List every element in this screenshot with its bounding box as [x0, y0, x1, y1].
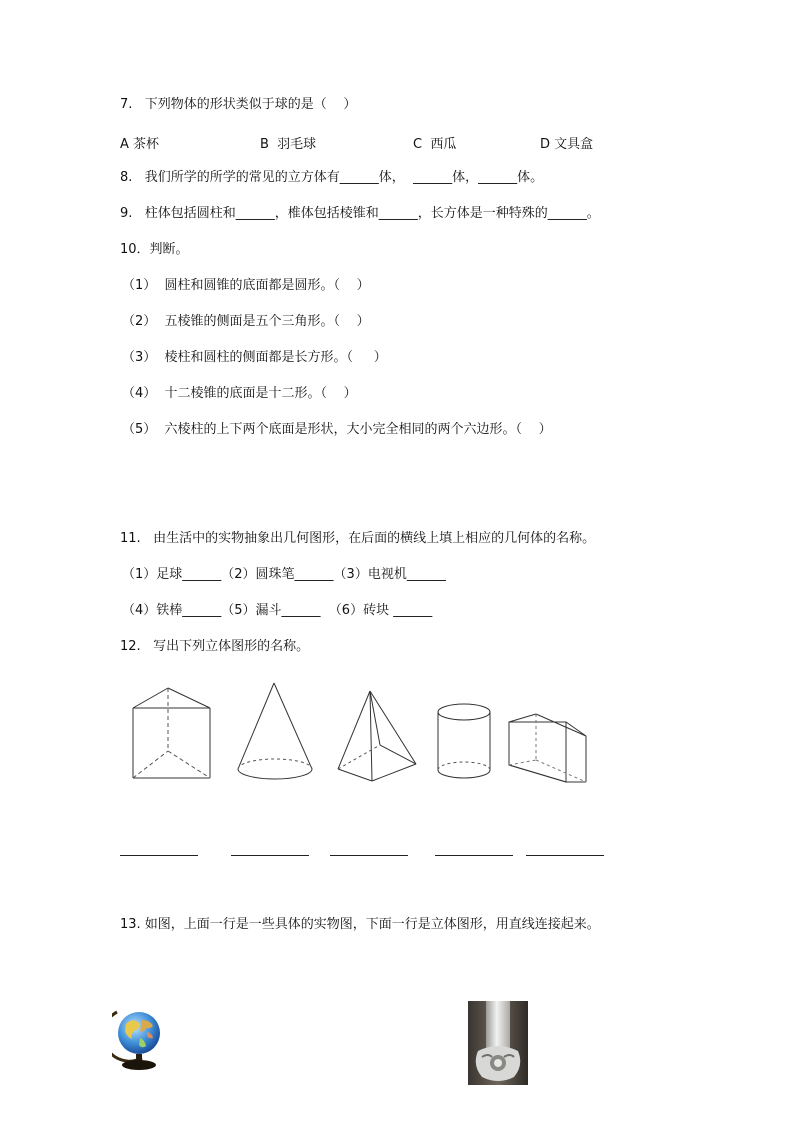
globe-image	[112, 1002, 164, 1072]
q10-item-5: （5） 六棱柱的上下两个底面是形状，大小完全相同的两个六边形。（ ）	[122, 422, 552, 437]
q12-answer-blank-5[interactable]	[526, 855, 604, 856]
q12-answer-blank-1[interactable]	[120, 855, 198, 856]
q10-item-4: （4） 十二棱锥的底面是十二形。（ ）	[122, 386, 357, 401]
square-pyramid-figure	[334, 688, 420, 786]
question-8: 8. 我们所学的所学的常见的立方体有______体， ______体，______体。	[120, 170, 544, 185]
question-7: 7. 下列物体的形状类似于球的是（ ）	[120, 97, 357, 112]
question-13: 13. 如图，上面一行是一些具体的实物图，下面一行是立体图形，用直线连接起来。	[120, 917, 600, 932]
q7-option-c: C 西瓜	[413, 137, 457, 152]
cylinder-figure	[435, 700, 495, 782]
q12-answer-blank-2[interactable]	[231, 855, 309, 856]
question-9: 9. 柱体包括圆柱和______，椎体包括棱锥和______，长方体是一种特殊的______。	[120, 206, 600, 221]
question-10: 10．判断。	[120, 242, 189, 257]
pipe-image	[468, 1001, 528, 1085]
q10-item-1: （1） 圆柱和圆锥的底面都是圆形。（ ）	[122, 278, 370, 293]
q12-answer-blank-4[interactable]	[435, 855, 513, 856]
q7-option-a: A 茶杯	[120, 137, 160, 152]
q10-item-2: （2） 五棱锥的侧面是五个三角形。（ ）	[122, 314, 370, 329]
q11-row-1: （1）足球______（2）圆珠笔______（3）电视机______	[122, 567, 446, 582]
q11-row-2: （4）铁棒______（5）漏斗______ （6）砖块 ______	[122, 603, 433, 618]
question-12: 12. 写出下列立体图形的名称。	[120, 639, 310, 654]
cone-figure	[234, 680, 318, 784]
triangular-prism-figure	[128, 684, 218, 784]
q7-option-b: B 羽毛球	[260, 137, 317, 152]
q10-item-3: （3） 棱柱和圆柱的侧面都是长方形。（ ）	[122, 350, 387, 365]
q12-answer-blank-3[interactable]	[330, 855, 408, 856]
rectangular-prism-figure	[506, 710, 590, 786]
q7-option-d: D 文具盒	[540, 137, 594, 152]
question-11: 11. 由生活中的实物抽象出几何图形，在后面的横线上填上相应的几何体的名称。	[120, 531, 596, 546]
